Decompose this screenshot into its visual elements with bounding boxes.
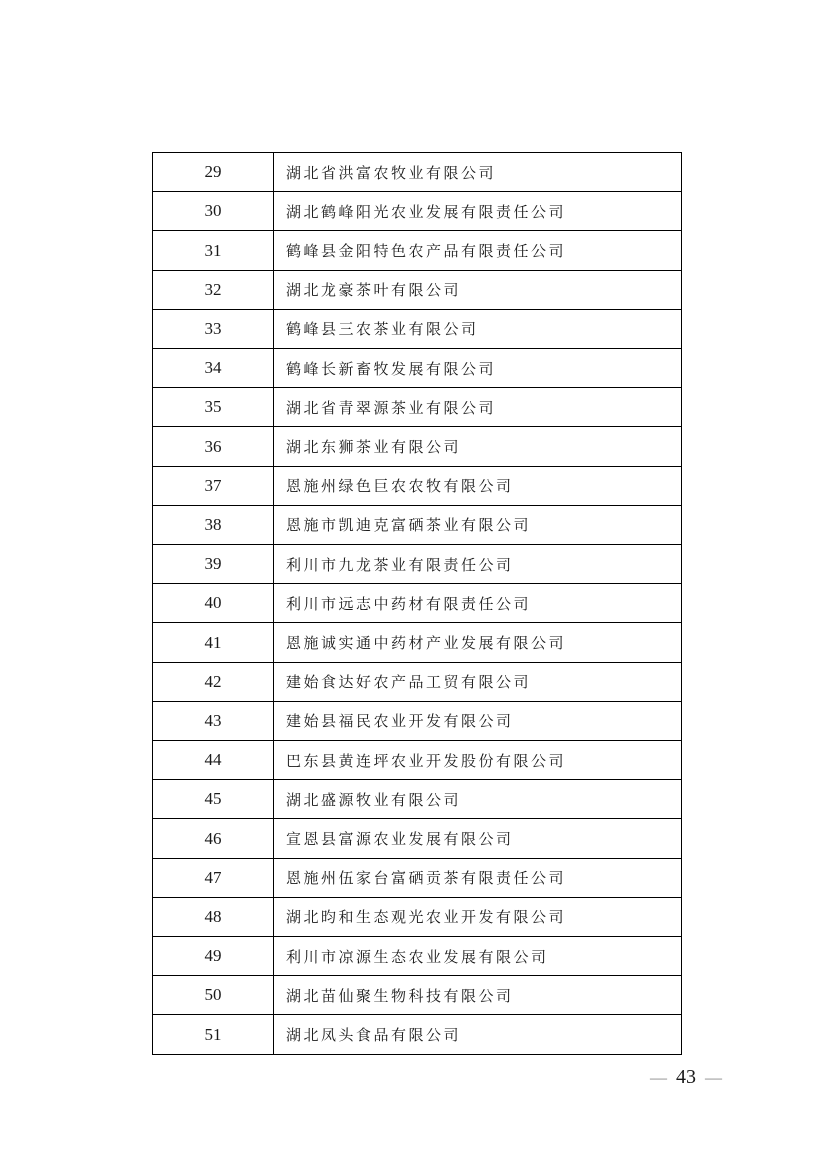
row-number: 48 (153, 897, 274, 936)
row-number: 37 (153, 466, 274, 505)
company-name: 巴东县黄连坪农业开发股份有限公司 (274, 741, 682, 780)
company-name: 宣恩县富源农业发展有限公司 (274, 819, 682, 858)
company-name: 湖北鹤峰阳光农业发展有限责任公司 (274, 192, 682, 231)
company-name: 鹤峰县金阳特色农产品有限责任公司 (274, 231, 682, 270)
table-row (153, 937, 682, 976)
table-row (153, 819, 682, 858)
row-number: 34 (153, 349, 274, 388)
company-name: 鹤峰县三农茶业有限公司 (274, 309, 682, 348)
company-name: 恩施州绿色巨农农牧有限公司 (274, 466, 682, 505)
row-number: 40 (153, 584, 274, 623)
table-row (153, 1015, 682, 1055)
row-number: 47 (153, 858, 274, 897)
company-list-body (153, 153, 682, 1055)
company-name: 利川市远志中药材有限责任公司 (274, 584, 682, 623)
table-row (153, 897, 682, 936)
company-name: 湖北凤头食品有限公司 (274, 1015, 682, 1055)
row-number: 42 (153, 662, 274, 701)
table-row (153, 309, 682, 348)
table-row (153, 192, 682, 231)
table-row (153, 388, 682, 427)
page-footer (640, 1066, 732, 1089)
company-name: 湖北省洪富农牧业有限公司 (274, 153, 682, 192)
row-number: 33 (153, 309, 274, 348)
row-number: 30 (153, 192, 274, 231)
table-row (153, 662, 682, 701)
row-number: 36 (153, 427, 274, 466)
row-number: 31 (153, 231, 274, 270)
table-row (153, 349, 682, 388)
company-name: 湖北东狮茶业有限公司 (274, 427, 682, 466)
row-number: 39 (153, 545, 274, 584)
table-row (153, 427, 682, 466)
footer-dash-right: — (705, 1068, 722, 1087)
company-name: 利川市凉源生态农业发展有限公司 (274, 937, 682, 976)
footer-dash-left: — (650, 1068, 667, 1087)
row-number: 38 (153, 505, 274, 544)
row-number: 41 (153, 623, 274, 662)
row-number: 43 (153, 701, 274, 740)
table-row (153, 545, 682, 584)
company-list-table (152, 152, 682, 1055)
table-row (153, 270, 682, 309)
company-name: 恩施市凯迪克富硒茶业有限公司 (274, 505, 682, 544)
table-row (153, 741, 682, 780)
company-name: 湖北昀和生态观光农业开发有限公司 (274, 897, 682, 936)
company-name: 恩施诚实通中药材产业发展有限公司 (274, 623, 682, 662)
row-number: 50 (153, 976, 274, 1015)
row-number: 45 (153, 780, 274, 819)
row-number: 44 (153, 741, 274, 780)
row-number: 35 (153, 388, 274, 427)
company-name: 湖北苗仙聚生物科技有限公司 (274, 976, 682, 1015)
row-number: 32 (153, 270, 274, 309)
table-row (153, 466, 682, 505)
table-row (153, 505, 682, 544)
table-row (153, 780, 682, 819)
table-row (153, 858, 682, 897)
company-name: 湖北龙豪茶叶有限公司 (274, 270, 682, 309)
table-row (153, 701, 682, 740)
table-row (153, 584, 682, 623)
row-number: 29 (153, 153, 274, 192)
table-row (153, 623, 682, 662)
row-number: 46 (153, 819, 274, 858)
row-number: 49 (153, 937, 274, 976)
company-name: 建始县福民农业开发有限公司 (274, 701, 682, 740)
table-row (153, 153, 682, 192)
row-number: 51 (153, 1015, 274, 1055)
company-name: 建始食达好农产品工贸有限公司 (274, 662, 682, 701)
company-name: 湖北省青翠源茶业有限公司 (274, 388, 682, 427)
table-row (153, 231, 682, 270)
company-name: 利川市九龙茶业有限责任公司 (274, 545, 682, 584)
page-number: 43 (676, 1066, 696, 1088)
table-row (153, 976, 682, 1015)
company-name: 湖北盛源牧业有限公司 (274, 780, 682, 819)
company-name: 恩施州伍家台富硒贡茶有限责任公司 (274, 858, 682, 897)
company-name: 鹤峰长新畜牧发展有限公司 (274, 349, 682, 388)
